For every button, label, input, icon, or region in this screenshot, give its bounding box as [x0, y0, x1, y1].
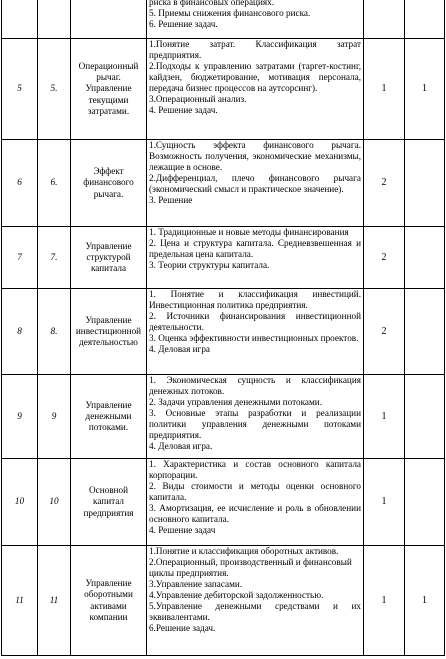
topic-line: 1. Экономическая сущность и классификация денежных потоков. — [149, 375, 361, 397]
topics-cell — [147, 140, 364, 227]
topic-line: 1. Понятие и классификация инвестиций. Инвестиционная политика предприятия. — [149, 289, 361, 311]
section-title-cell — [71, 0, 147, 39]
topic-line: 1. Характеристика и состав основного капитала корпорации. — [149, 459, 361, 481]
topic-line: 3.Операционный анализ. — [149, 94, 247, 105]
row-number-cell: 10 — [2, 459, 38, 546]
section-title-cell: Эффект финансового рычага. — [71, 140, 147, 227]
topic-line: 3.Управление запасами. — [149, 579, 243, 590]
hours-cell: 1 — [364, 39, 405, 140]
topics-cell — [147, 459, 364, 546]
hours-cell — [364, 0, 405, 39]
section-title-cell: Управление инвестиционной деятельностью — [71, 289, 147, 375]
topic-number-cell — [38, 0, 71, 39]
hours-cell-2 — [405, 227, 445, 289]
topic-line: 3. Основные этапы разработки и реализации политики управления денежными потоками предприятия. — [149, 408, 361, 441]
topic-line: 4. Решение задач. — [149, 105, 218, 116]
table-row — [2, 140, 445, 227]
row-number-cell: 8 — [2, 289, 38, 375]
topic-line: циклы предприятия. — [149, 568, 229, 579]
topic-line: 3. Оценка эффективности инвестиционных проектов. — [149, 333, 359, 344]
section-title-cell: Управление денежными потоками. — [71, 375, 147, 459]
hours-cell: 2 — [364, 227, 405, 289]
topic-number-cell: 6. — [38, 140, 71, 227]
topic-line: 4.Управление дебиторской задолженностью. — [149, 590, 324, 601]
topics-cell — [147, 227, 364, 289]
table-row — [2, 459, 445, 546]
topic-line: 2.Подходы к управлению затратами (таргет-костинг, кайдзен, бюджетирование, мотивация персонала, передача бизнес процессов на аутсорсинг). — [149, 61, 361, 94]
row-number-cell: 11 — [2, 546, 38, 656]
hours-cell-2: 1 — [405, 39, 445, 140]
topic-number-cell: 11 — [38, 546, 71, 656]
hours-cell: 1 — [364, 546, 405, 656]
topics-cell — [147, 289, 364, 375]
table-row — [2, 375, 445, 459]
section-title-cell: Управление оборотными активами компании — [71, 546, 147, 656]
course-topics-table — [1, 0, 445, 656]
hours-cell-2 — [405, 375, 445, 459]
hours-cell-2 — [405, 0, 445, 39]
topic-line: 3. Теории структуры капитала. — [149, 260, 270, 271]
hours-cell-2 — [405, 459, 445, 546]
topic-line: 2. Виды стоимости и методы оценки основного капитала. — [149, 481, 361, 503]
topic-line: 1.Сущность эффекта финансового рычага. Возможность получения, экономические механизмы, лежащие в основе. — [149, 140, 361, 173]
topic-number-cell: 5. — [38, 39, 71, 140]
table-row — [2, 289, 445, 375]
section-title-cell: Операционный рычаг. Управление текущими затратами. — [71, 39, 147, 140]
topic-line: 2. Источники финансирования инвестиционной деятельности. — [149, 311, 361, 333]
topic-line: 3. Решение — [149, 195, 193, 206]
row-number-cell: 6 — [2, 140, 38, 227]
topic-line: 6. Решение задач. — [149, 19, 218, 30]
topic-line: 1. Традиционные и новые методы финансирования — [149, 227, 349, 237]
topic-line: 2. Задачи управления денежными потоками. — [149, 397, 323, 408]
hours-cell-2 — [405, 289, 445, 375]
hours-cell-2 — [405, 140, 445, 227]
topic-line: 2. Цена и структура капитала. Средневзвешенная и предельная цена капитала. — [149, 238, 361, 260]
table-row — [2, 39, 445, 140]
section-title-cell: Управление структурой капитала — [71, 227, 147, 289]
topics-cell — [147, 39, 364, 140]
table-row — [2, 227, 445, 289]
table-body — [2, 0, 445, 656]
hours-cell-2: 1 — [405, 546, 445, 656]
topic-number-cell: 7. — [38, 227, 71, 289]
table-row — [2, 0, 445, 39]
topic-line: 3. Амортизация, ее исчисление и роль в обновлении основного капитала. — [149, 503, 361, 525]
hours-cell: 2 — [364, 289, 405, 375]
topics-cell — [147, 546, 364, 656]
topic-line: риска в финансовых операциях. — [149, 0, 274, 7]
section-title-cell: Основной капитал предприятия — [71, 459, 147, 546]
topic-line: 4. Деловая игра. — [149, 441, 213, 452]
topic-line: 5.Управление денежными средствами и их эквивалентами. — [149, 601, 361, 623]
topic-line: 1.Понятие и классификация оборотных активов. — [149, 546, 339, 556]
topic-line: 6.Решение задач. — [149, 623, 216, 634]
table-row — [2, 546, 445, 656]
topic-line: 4. Решение задач — [149, 525, 216, 536]
topic-number-cell: 9 — [38, 375, 71, 459]
topic-line: 1.Понятие затрат. Классификация затрат предприятия. — [149, 39, 361, 61]
topics-cell — [147, 375, 364, 459]
topic-line: 2.Операционный, производственный и финансовый — [149, 557, 352, 568]
hours-cell: 2 — [364, 140, 405, 227]
topic-line: 4. Деловая игра — [149, 344, 210, 355]
row-number-cell: 5 — [2, 39, 38, 140]
row-number-cell: 7 — [2, 227, 38, 289]
hours-cell: 1 — [364, 375, 405, 459]
topic-number-cell: 8. — [38, 289, 71, 375]
row-number-cell — [2, 0, 38, 39]
row-number-cell: 9 — [2, 375, 38, 459]
topics-cell — [147, 0, 364, 39]
topic-line: 2.Дифференциал, плечо финансового рычага (экономический смысл и практическое значение). — [149, 173, 361, 195]
topic-line: 5. Приемы снижения финансового риска. — [149, 8, 311, 19]
topic-number-cell: 10 — [38, 459, 71, 546]
hours-cell: 1 — [364, 459, 405, 546]
